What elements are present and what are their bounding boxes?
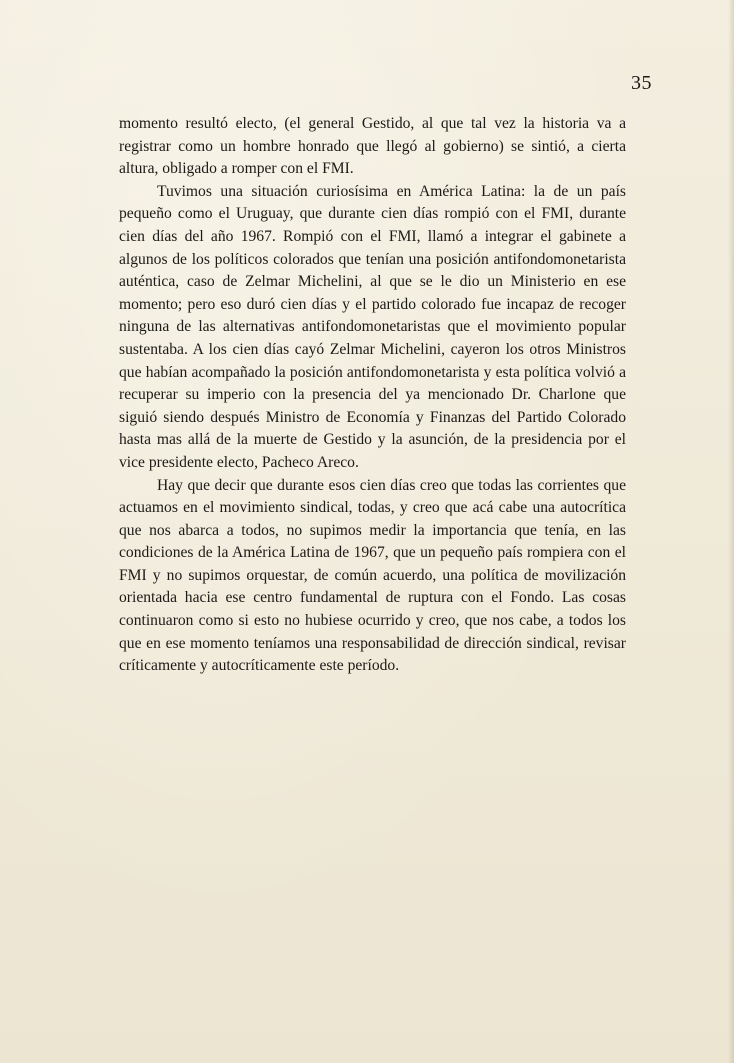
paragraph-3: Hay que decir que durante esos cien días creo que todas las corrientes que actuamos en el movimiento sindical, todas, y creo que acá cabe una autocrítica que nos abarca a todos, no supimos medir la importancia que tenía, en las condiciones de la América Latina de 1967, que un pequeño país rompiera con el FMI y no supimos orquestar, de común acuerdo, una política de movilización orientada hacia ese centro fundamental de ruptura con el Fondo. Las cosas continuaron como si esto no hubiese ocurrido y creo, que nos cabe, a todos los que en ese momento teníamos una responsabilidad de dirección sindical, revisar críticamente y autocríticamente este período.: [119, 476, 626, 675]
paragraph-2: Tuvimos una situación curiosísima en América Latina: la de un país pequeño como el Uruguay, que durante cien días rompió con el FMI, durante cien días del año 1967. Rompió con el FMI, llamó a integrar el gabinete a algunos de los políticos colorados que tenían una posición antifondomonetarista auténtica, caso de Zelmar Michelini, al que se le dio un Ministerio en ese momento; pero eso duró cien días y el partido colorado fue incapaz de recoger ninguna de las alternativas antifondomonetaristas que el movimiento popular sustentaba. A los cien días cayó Zelmar Michelini, cayeron los otros Ministros que habían acompañado la posición antifondomonetarista y esta política volvió a recuperar su imperio con la presencia del ya mencionado Dr. Charlone que siguió siendo después Ministro de Economía y Finanzas del Partido Colorado hasta mas allá de la muerte de Gestido y la asunción, de la presidencia por el vice presidente electo, Pacheco Areco.: [119, 182, 626, 471]
body-text: [119, 113, 626, 678]
page-edge-shadow: [728, 0, 734, 1063]
paragraph-1: momento resultó electo, (el general Gestido, al que tal vez la historia va a registrar como un hombre honrado que llegó al gobierno) se sintió, a cierta altura, obligado a romper con el FMI.: [119, 115, 626, 178]
page-number: 35: [631, 72, 652, 94]
